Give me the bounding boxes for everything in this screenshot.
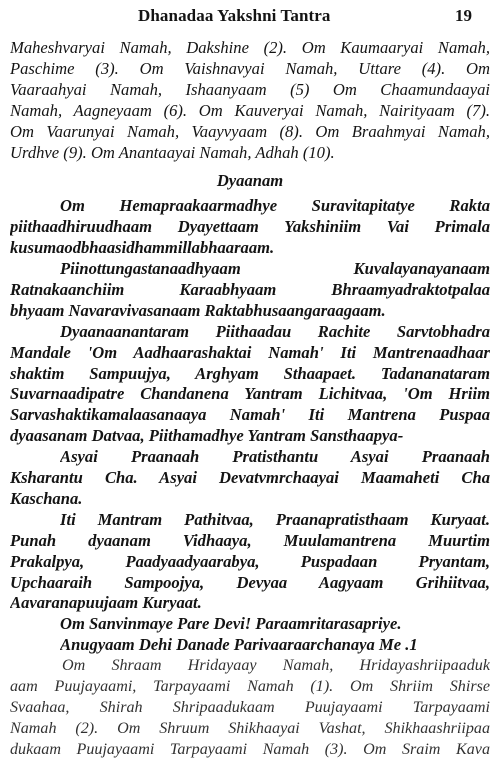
text-line: Namah, Aagneyaam (6). Om Kauveryai Namah, Nairityaam (7). <box>10 101 490 120</box>
text-line: Sarvashaktikamalaasanaaya Namah' Iti Mantrena Puspaa <box>10 405 490 424</box>
text-line: kusumaodbhaasidhammillabhaaraam. <box>10 238 275 257</box>
text-line: bhyaam Navaravivasanaam Raktabhusaangaraagaam. <box>10 301 386 320</box>
text-line: Kaschana. <box>10 489 83 508</box>
text-line: Iti Mantram Pathitvaa, Praanapratisthaam Kuryaat. <box>60 510 490 529</box>
text-line: Maheshvaryai Namah, Dakshine (2). Om Kaumaaryai Namah, <box>10 38 490 57</box>
running-header <box>0 6 500 30</box>
text-line: Upchaaraih Sampoojya, Devyaa Aagyaam Grihiitvaa, <box>10 573 490 592</box>
text-line: Vaaraahyai Namah, Ishaanyaam (5) Om Chaamundaayai <box>10 80 490 99</box>
text-line: dukaam Puujayaami Tarpayaami Namah (3). Om Sraim Kava <box>10 741 490 758</box>
text-line: Paschime (3). Om Vaishnavyai Namah, Uttare (4). Om <box>10 59 490 78</box>
text-line: Prakalpya, Paadyaadyaarabya, Puspadaan Pryantam, <box>10 552 490 571</box>
text-line: Piinottungastanaadhyaam Kuvalayanayanaam <box>60 259 490 278</box>
text-line: Svaahaa, Shirah Shripaadukaam Puujayaami Tarpayaami <box>10 699 490 716</box>
text-line: Anugyaam Dehi Danade Parivaaraarchanaya Me .1 <box>60 635 418 654</box>
text-line: Om Vaarunyai Namah, Vaayvyaam (8). Om Braahmyai Namah, <box>10 122 490 141</box>
text-line: Namah (2). Om Shruum Shikhaayai Vashat, Shikhaashriipaa <box>10 720 490 737</box>
page-number: 19 <box>455 6 472 25</box>
text-line: Om Hemapraakaarmadhye Suravitapitatye Rakta <box>60 196 490 215</box>
text-line: shaktim Sampuujya, Arghyam Sthaapaet. Tadananataram <box>10 364 490 383</box>
text-line: Ratnakaanchiim Karaabhyaam Bhraamyadraktotpalaa <box>10 280 490 299</box>
section-heading: Dyaanam <box>216 171 284 190</box>
text-line: Om Sanvinmaye Pare Devi! Paraamritarasapriye. <box>60 614 402 633</box>
text-line: dyaasanam Datvaa, Piithamadhye Yantram Sansthaapya- <box>10 426 404 445</box>
text-line: Om Shraam Hridayaay Namah, Hridayashriipaaduk <box>62 657 490 674</box>
text-line: Asyai Praanaah Pratisthantu Asyai Praanaah <box>60 447 490 466</box>
text-line: aam Puujayaami, Tarpayaami Namah (1). Om Shriim Shirse <box>10 678 490 695</box>
text-line: Mandale 'Om Aadhaarashaktai Namah' Iti Mantrenaadhaar <box>10 343 490 362</box>
text-line: Dyaanaanantaram Piithaadau Rachite Sarvtobhadra <box>60 322 490 341</box>
text-line: piithaadhiruudhaam Dyayettaam Yakshiniim Vai Primala <box>10 217 490 236</box>
text-line: Punah dyaanam Vidhaaya, Muulamantrena Muurtim <box>10 531 490 550</box>
running-title: Dhanadaa Yakshni Tantra <box>138 6 331 25</box>
text-line: Suvarnaadipatre Chandanena Yantram Lichitvaa, 'Om Hriim <box>10 384 490 403</box>
text-line: Ksharantu Cha. Asyai Devatvmrchaayai Maamaheti Cha <box>10 468 490 487</box>
text-line: Urdhve (9). Om Anantaayai Namah, Adhah (10). <box>10 143 335 162</box>
text-line: Aavaranapuujaam Kuryaat. <box>10 593 202 612</box>
